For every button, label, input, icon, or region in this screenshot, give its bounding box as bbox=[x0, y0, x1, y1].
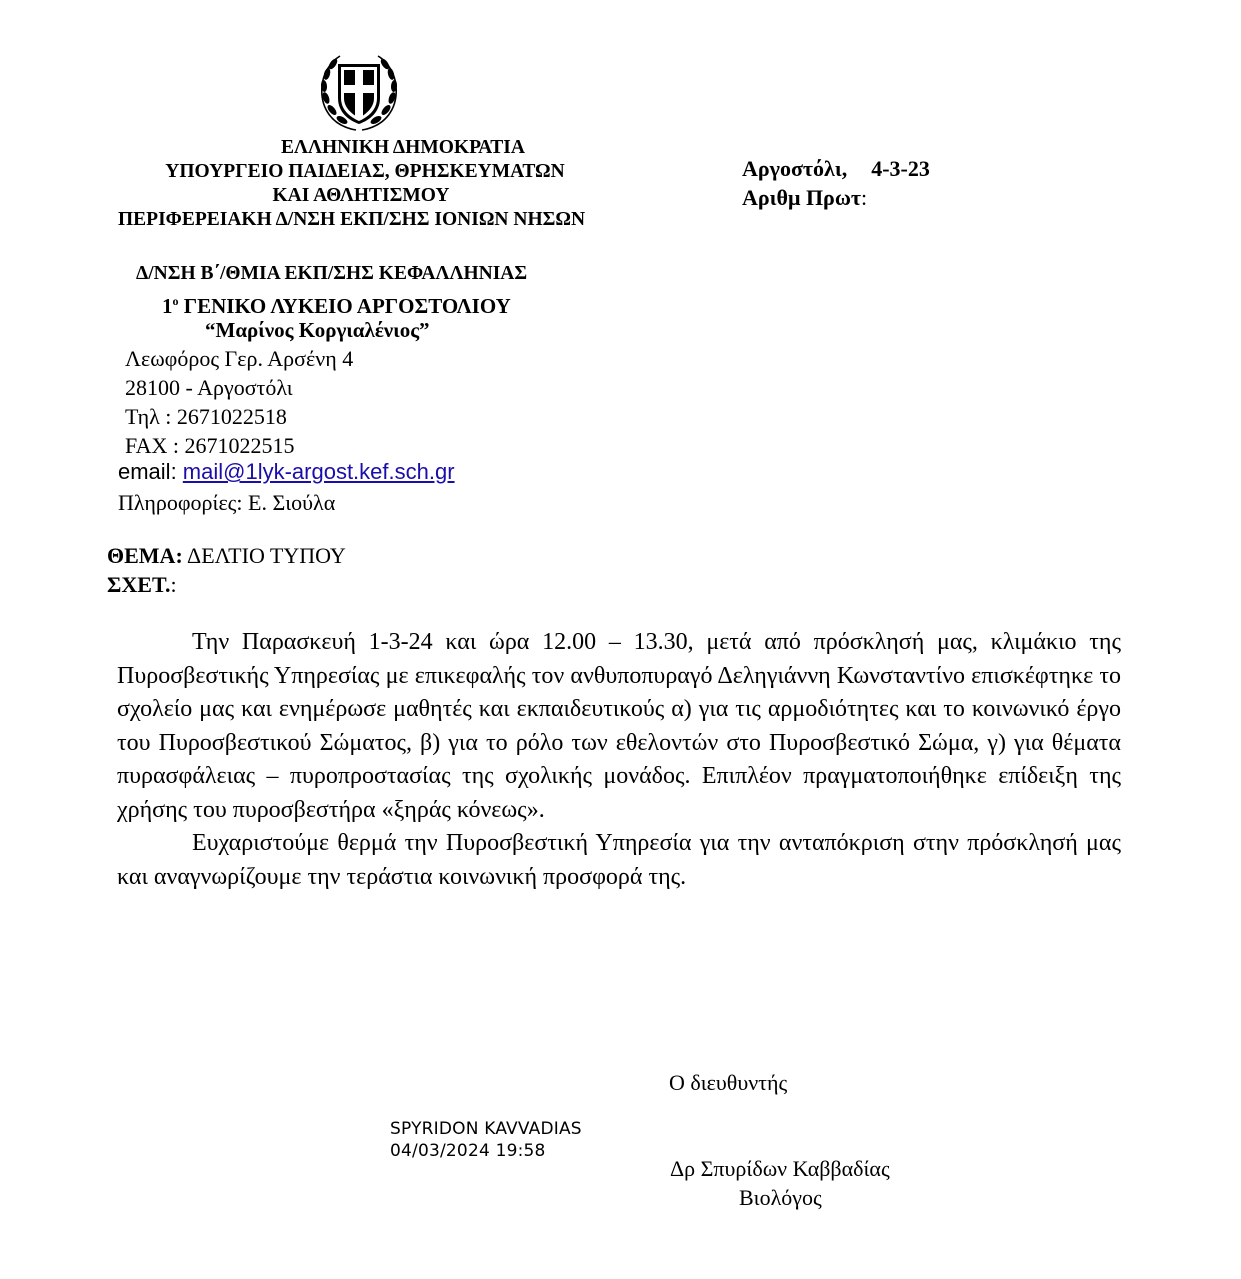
digital-signature-datetime: 04/03/2024 19:58 bbox=[390, 1141, 546, 1161]
greek-coat-of-arms-icon bbox=[316, 50, 402, 134]
school-name: “Μαρίνος Κοργιαλένιος” bbox=[205, 318, 430, 342]
header-line-republic: ΕΛΛΗΝΙΚΗ ΔΗΜΟΚΡΑΤΙΑ bbox=[281, 137, 525, 158]
email-label: email: bbox=[118, 459, 183, 484]
date-place: Αργοστόλι, bbox=[742, 156, 848, 181]
header-line-sports: ΚΑΙ ΑΘΛΗΤΙΣΜΟΥ bbox=[272, 185, 450, 206]
school-number: 1 bbox=[162, 294, 173, 318]
subject-line bbox=[107, 541, 346, 570]
body-paragraph-1: Την Παρασκευή 1-3-24 και ώρα 12.00 – 13.30, μετά από πρόσκλησή μας, κλιμάκιο της Πυροσβεστικής Υπηρεσίας με επικεφαλής τον ανθυποπυραγό Δεληγιάννη Κωνσταντίνο επισκέφτηκε το σχολείο μας και ενημέρωσε μαθητές και εκπαιδευτικούς α) για τις αρμοδιότητες και το κοινωνικό έργο του Πυροσβεστικού Σώματος, β) για το ρόλο των εθελοντών στο Πυροσβεστικό Σώμα, γ) για θέματα πυρασφάλειας – πυροπροστασίας της σχολικής μονάδος. Επιπλέον πραγματοποιήθηκε επίδειξη της χρήσης του πυροσβεστήρα «ξηράς κόνεως». bbox=[117, 629, 1121, 823]
reference-line bbox=[107, 570, 177, 599]
date-value: 4-3-23 bbox=[871, 156, 930, 181]
protocol-label: Αριθμ Πρωτ bbox=[742, 185, 862, 210]
address-line: Λεωφόρος Γερ. Αρσένη 4 bbox=[125, 346, 354, 371]
header-line-ministry: ΥΠΟΥΡΓΕΙΟ ΠΑΙΔΕΙΑΣ, ΘΡΗΣΚΕΥΜΑΤΩΝ bbox=[165, 161, 565, 182]
date-line bbox=[742, 154, 930, 183]
signatory-title: Βιολόγος bbox=[739, 1185, 822, 1210]
digital-signature-name: SPYRIDON KAVVADIAS bbox=[390, 1119, 582, 1139]
email-link[interactable]: mail@1lyk-argost.kef.sch.gr bbox=[182, 459, 455, 484]
school-number-superscript: ο bbox=[172, 294, 179, 308]
reference-label: ΣΧΕΤ. bbox=[107, 572, 171, 597]
school-title-text: ΓΕΝΙΚΟ ΛΥΚΕΙΟ ΑΡΓΟΣΤΟΛΙΟΥ bbox=[178, 294, 511, 318]
phone-line: Τηλ : 2671022518 bbox=[125, 404, 287, 429]
email-line bbox=[118, 459, 455, 485]
protocol-colon: : bbox=[861, 185, 868, 210]
postcode-city-line: 28100 - Αργοστόλι bbox=[125, 375, 293, 400]
reference-colon: : bbox=[170, 572, 177, 597]
protocol-line bbox=[742, 183, 930, 212]
fax-line: FAX : 2671022515 bbox=[125, 433, 295, 458]
subject-value: ΔΕΛΤΙΟ ΤΥΠΟΥ bbox=[182, 543, 346, 568]
body-paragraph-2: Ευχαριστούμε θερμά την Πυροσβεστική Υπηρεσία για την ανταπόκριση στην πρόσκλησή μας και αναγνωρίζουμε την τεράστια κοινωνική προσφορά της. bbox=[117, 830, 1121, 890]
date-block bbox=[742, 154, 930, 212]
header-line-directorate: Δ/ΝΣΗ Β΄/ΘΜΙΑ ΕΚΠ/ΣΗΣ ΚΕΦΑΛΛΗΝΙΑΣ bbox=[136, 263, 528, 284]
header-line-regional-directorate: ΠΕΡΙΦΕΡΕΙΑΚΗ Δ/ΝΣΗ ΕΚΠ/ΣΗΣ ΙΟΝΙΩΝ ΝΗΣΩΝ bbox=[118, 209, 586, 230]
signatory-name: Δρ Σπυρίδων Καββαδίας bbox=[670, 1156, 890, 1181]
press-release-body bbox=[117, 626, 1121, 894]
info-line: Πληροφορίες: Ε. Σιούλα bbox=[118, 490, 336, 515]
subject-label: ΘΕΜΑ: bbox=[107, 543, 183, 568]
signature-role: Ο διευθυντής bbox=[669, 1070, 788, 1095]
